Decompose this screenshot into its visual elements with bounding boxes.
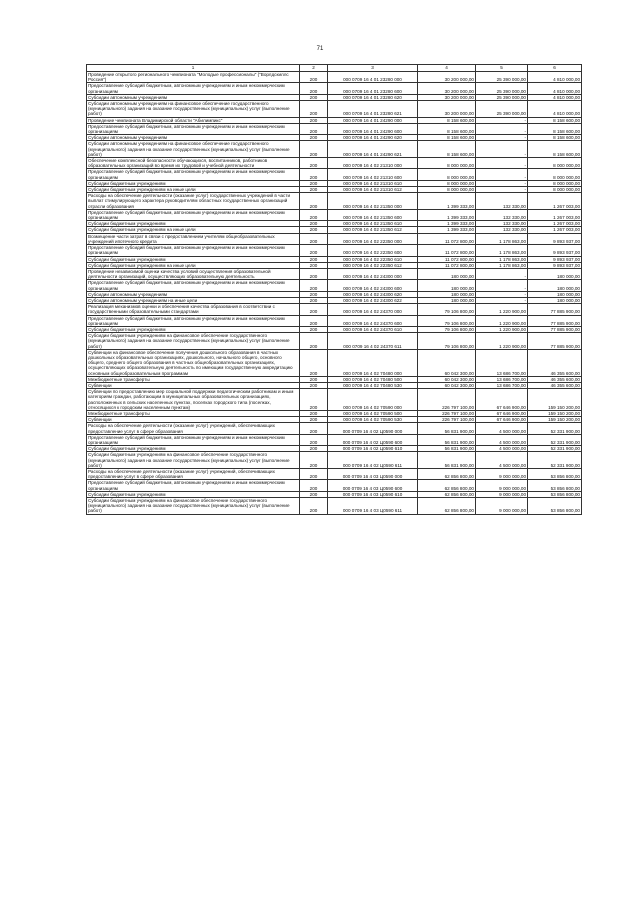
- row-name-cell: Субсидии бюджетным учреждениям: [87, 326, 300, 332]
- row-classification-cell: 000 0709 16 4 03 Ц0590 000: [328, 469, 418, 480]
- row-amount-cell: 62 856 800,00: [418, 469, 476, 480]
- row-classification-cell: 000 0709 16 4 01 23280 621: [328, 101, 418, 118]
- row-classification-cell: 000 0709 16 4 02 22350 612: [328, 262, 418, 268]
- row-classification-cell: 000 0709 16 4 02 70590 500: [328, 410, 418, 416]
- table-row: [87, 280, 582, 291]
- row-code-cell: 200: [300, 382, 328, 388]
- row-classification-cell: 000 0709 16 4 02 70480 500: [328, 376, 418, 382]
- row-classification-cell: 000 0709 16 4 02 24370 611: [328, 333, 418, 350]
- row-total-cell: 4 810 000,00: [528, 83, 582, 94]
- row-change-cell: 4 500 000,00: [476, 446, 528, 452]
- row-name-cell: Субсидии бюджетным учреждениям на финансовое обеспечение государственного (муниципального) задания на оказание государственных (муниципальных) услуг (выполнение работ): [87, 333, 300, 350]
- row-classification-cell: 000 0709 16 4 01 24290 600: [328, 123, 418, 134]
- row-total-cell: 52 331 900,00: [528, 446, 582, 452]
- row-amount-cell: 30 200 000,00: [418, 72, 476, 83]
- table-row: [87, 469, 582, 480]
- row-name-cell: Возмещение части затрат в связи с предоставлением учителям общеобразовательных учреждений ипотечного кредита: [87, 233, 300, 244]
- row-classification-cell: 000 0709 16 4 01 24290 620: [328, 135, 418, 141]
- row-amount-cell: 1 399 333,00: [418, 209, 476, 220]
- row-classification-cell: 000 0709 16 4 02 22350 610: [328, 256, 418, 262]
- row-name-cell: Субсидии бюджетным учреждениям: [87, 221, 300, 227]
- row-name-cell: Субсидии автономным учреждениям на финансовое обеспечение государственного (муниципального) задания на оказание государственных (муниципальных) услуг (выполнение работ): [87, 141, 300, 158]
- column-header: 1: [87, 65, 300, 72]
- row-amount-cell: 79 106 800,00: [418, 326, 476, 332]
- column-header: 6: [528, 65, 582, 72]
- row-total-cell: 1 267 003,00: [528, 221, 582, 227]
- row-classification-cell: 000 0709 16 4 02 70480 000: [328, 349, 418, 376]
- column-header: 2: [300, 65, 328, 72]
- row-change-cell: 9 000 000,00: [476, 469, 528, 480]
- row-name-cell: Субвенции: [87, 417, 300, 423]
- row-total-cell: 8 158 600,00: [528, 141, 582, 158]
- row-amount-cell: 8 158 600,00: [418, 117, 476, 123]
- row-amount-cell: 8 000 000,00: [418, 158, 476, 169]
- row-code-cell: 200: [300, 423, 328, 434]
- row-amount-cell: 11 072 800,00: [418, 256, 476, 262]
- row-total-cell: 159 150 200,00: [528, 417, 582, 423]
- row-amount-cell: 11 072 800,00: [418, 245, 476, 256]
- row-total-cell: 53 856 800,00: [528, 480, 582, 491]
- row-total-cell: 4 810 000,00: [528, 72, 582, 83]
- row-total-cell: 52 331 900,00: [528, 434, 582, 445]
- row-classification-cell: 000 0709 16 4 02 24300 622: [328, 297, 418, 303]
- row-code-cell: 200: [300, 333, 328, 350]
- row-code-cell: 200: [300, 83, 328, 94]
- row-code-cell: 200: [300, 135, 328, 141]
- row-total-cell: 4 810 000,00: [528, 94, 582, 100]
- row-classification-cell: 000 0709 16 4 02 21350 612: [328, 227, 418, 233]
- row-total-cell: 159 150 200,00: [528, 410, 582, 416]
- row-code-cell: 200: [300, 446, 328, 452]
- row-change-cell: 13 686 700,00: [476, 382, 528, 388]
- row-name-cell: Субсидии автономным учреждениям на финансовое обеспечение государственного (муниципального) задания на оказание государственных (муниципальных) услуг (выполнение работ): [87, 101, 300, 118]
- row-classification-cell: 000 0709 16 4 02 Ц0590 000: [328, 423, 418, 434]
- row-amount-cell: 226 797 100,00: [418, 417, 476, 423]
- row-change-cell: 1 220 900,00: [476, 315, 528, 326]
- row-name-cell: Субсидии автономным учреждениям: [87, 94, 300, 100]
- row-code-cell: 200: [300, 434, 328, 445]
- row-total-cell: 8 000 000,00: [528, 158, 582, 169]
- row-change-cell: 25 390 000,00: [476, 94, 528, 100]
- row-total-cell: 77 885 900,00: [528, 333, 582, 350]
- row-code-cell: 200: [300, 245, 328, 256]
- row-total-cell: 53 856 800,00: [528, 469, 582, 480]
- row-code-cell: 200: [300, 117, 328, 123]
- row-total-cell: 8 000 000,00: [528, 187, 582, 193]
- row-total-cell: 9 893 937,00: [528, 262, 582, 268]
- row-total-cell: 8 000 000,00: [528, 180, 582, 186]
- row-total-cell: 159 150 200,00: [528, 389, 582, 411]
- row-code-cell: 200: [300, 315, 328, 326]
- row-total-cell: 52 331 900,00: [528, 423, 582, 434]
- row-amount-cell: 180 000,00: [418, 280, 476, 291]
- row-code-cell: 200: [300, 94, 328, 100]
- row-classification-cell: 000 0709 16 4 02 21310 610: [328, 180, 418, 186]
- row-total-cell: 9 893 937,00: [528, 245, 582, 256]
- row-total-cell: 4 810 000,00: [528, 101, 582, 118]
- row-name-cell: Субсидии бюджетным учреждениям на иные цели: [87, 187, 300, 193]
- row-code-cell: 200: [300, 491, 328, 497]
- page-number: 71: [316, 46, 324, 52]
- row-classification-cell: 000 0709 16 4 02 24300 000: [328, 268, 418, 279]
- row-amount-cell: 226 797 100,00: [418, 389, 476, 411]
- row-change-cell: -: [476, 280, 528, 291]
- row-amount-cell: 180 000,00: [418, 291, 476, 297]
- table-row: [87, 268, 582, 279]
- row-name-cell: Субсидии бюджетным учреждениям: [87, 256, 300, 262]
- row-classification-cell: 000 0709 16 4 02 22350 600: [328, 245, 418, 256]
- row-name-cell: Межбюджетные трансферты: [87, 410, 300, 416]
- row-change-cell: 25 390 000,00: [476, 83, 528, 94]
- row-name-cell: Субвенции на финансовое обеспечение получения дошкольного образования в частных дошкольных образовательных организациях, дошкольного, начального общего, основного общего, среднего общего образования в частных общеобразовательных организациях, осуществляющих образовательную деятельность по имеющим государственную аккредитацию основным общеобразовательным программам: [87, 349, 300, 376]
- row-total-cell: 77 885 900,00: [528, 315, 582, 326]
- table-row: [87, 349, 582, 376]
- table-row: [87, 123, 582, 134]
- row-total-cell: 46 355 600,00: [528, 382, 582, 388]
- row-total-cell: 9 893 937,00: [528, 256, 582, 262]
- row-code-cell: 200: [300, 280, 328, 291]
- row-classification-cell: 000 0709 16 4 01 24290 000: [328, 117, 418, 123]
- row-classification-cell: 000 0709 16 4 03 Ц0590 611: [328, 498, 418, 515]
- row-name-cell: Субсидии автономным учреждениям: [87, 135, 300, 141]
- row-classification-cell: 000 0709 16 4 02 21350 610: [328, 221, 418, 227]
- row-total-cell: 180 000,00: [528, 268, 582, 279]
- row-classification-cell: 000 0709 16 4 02 21310 612: [328, 187, 418, 193]
- row-code-cell: 200: [300, 233, 328, 244]
- row-classification-cell: 000 0709 16 4 01 23280 600: [328, 83, 418, 94]
- row-amount-cell: 62 856 800,00: [418, 498, 476, 515]
- row-change-cell: 1 178 863,00: [476, 245, 528, 256]
- row-total-cell: 8 158 600,00: [528, 135, 582, 141]
- row-total-cell: 77 885 900,00: [528, 304, 582, 315]
- row-change-cell: 4 500 000,00: [476, 434, 528, 445]
- row-classification-cell: 000 0709 16 4 02 24370 610: [328, 326, 418, 332]
- row-classification-cell: 000 0709 16 4 02 Ц0590 611: [328, 452, 418, 469]
- row-change-cell: 13 686 700,00: [476, 349, 528, 376]
- row-amount-cell: 30 200 000,00: [418, 94, 476, 100]
- row-code-cell: 200: [300, 480, 328, 491]
- row-code-cell: 200: [300, 180, 328, 186]
- row-total-cell: 1 267 003,00: [528, 209, 582, 220]
- row-classification-cell: 000 0709 16 4 02 Ц0590 610: [328, 446, 418, 452]
- row-change-cell: -: [476, 123, 528, 134]
- row-change-cell: -: [476, 268, 528, 279]
- row-amount-cell: 79 106 800,00: [418, 333, 476, 350]
- row-name-cell: Предоставление субсидий бюджетным, автономным учреждениям и иным некоммерческим организациям: [87, 123, 300, 134]
- row-name-cell: Расходы на обеспечение деятельности (оказание услуг) учреждений, обеспечивающих предоставление услуг в сфере образования: [87, 469, 300, 480]
- row-change-cell: 132 330,00: [476, 221, 528, 227]
- row-code-cell: 200: [300, 141, 328, 158]
- row-total-cell: 77 885 900,00: [528, 326, 582, 332]
- row-amount-cell: 1 399 333,00: [418, 227, 476, 233]
- row-change-cell: -: [476, 141, 528, 158]
- row-classification-cell: 000 0709 16 4 01 23280 620: [328, 94, 418, 100]
- row-name-cell: Межбюджетные трансферты: [87, 376, 300, 382]
- row-amount-cell: 226 797 100,00: [418, 410, 476, 416]
- row-amount-cell: 56 831 900,00: [418, 446, 476, 452]
- row-amount-cell: 8 000 000,00: [418, 187, 476, 193]
- row-classification-cell: 000 0709 16 4 02 21310 000: [328, 158, 418, 169]
- table-row: [87, 158, 582, 169]
- row-code-cell: 200: [300, 326, 328, 332]
- row-change-cell: -: [476, 297, 528, 303]
- row-name-cell: Предоставление субсидий бюджетным, автономным учреждениям и иным некоммерческим организациям: [87, 83, 300, 94]
- row-classification-cell: 000 0709 16 4 03 Ц0590 600: [328, 480, 418, 491]
- row-name-cell: Субсидии бюджетным учреждениям на иные цели: [87, 227, 300, 233]
- row-classification-cell: 000 0709 16 4 02 Ц0590 600: [328, 434, 418, 445]
- row-name-cell: Расходы на обеспечение деятельности (оказание услуг) учреждений, обеспечивающих предоставление услуг в сфере образования: [87, 423, 300, 434]
- row-code-cell: 200: [300, 101, 328, 118]
- table-row: [87, 304, 582, 315]
- row-name-cell: Расходы на обеспечение деятельности (оказание услуг) государственных учреждений в части выплат стимулирующего характера руководителям областных государственных организаций отрасли образования: [87, 193, 300, 210]
- row-classification-cell: 000 0709 16 4 02 21350 600: [328, 209, 418, 220]
- row-total-cell: 1 267 003,00: [528, 227, 582, 233]
- row-change-cell: 4 500 000,00: [476, 452, 528, 469]
- row-amount-cell: 180 000,00: [418, 297, 476, 303]
- row-classification-cell: 000 0709 16 4 02 21350 000: [328, 193, 418, 210]
- row-change-cell: 67 646 900,00: [476, 389, 528, 411]
- row-change-cell: -: [476, 158, 528, 169]
- row-total-cell: 180 000,00: [528, 291, 582, 297]
- row-change-cell: 1 220 900,00: [476, 326, 528, 332]
- row-code-cell: 200: [300, 304, 328, 315]
- row-amount-cell: 8 000 000,00: [418, 180, 476, 186]
- row-classification-cell: 000 0709 16 4 03 Ц0590 610: [328, 491, 418, 497]
- table-row: [87, 434, 582, 445]
- row-amount-cell: 62 856 800,00: [418, 480, 476, 491]
- row-name-cell: Реализация механизмов оценки и обеспечения качества образования в соответствии с государственными образовательными стандартами: [87, 304, 300, 315]
- row-amount-cell: 56 831 900,00: [418, 423, 476, 434]
- row-classification-cell: 000 0709 16 4 01 24290 621: [328, 141, 418, 158]
- row-change-cell: -: [476, 187, 528, 193]
- row-classification-cell: 000 0709 16 4 02 70590 000: [328, 389, 418, 411]
- row-amount-cell: 60 042 300,00: [418, 349, 476, 376]
- row-code-cell: 200: [300, 221, 328, 227]
- row-code-cell: 200: [300, 123, 328, 134]
- row-name-cell: Предоставление субсидий бюджетным, автономным учреждениям и иным некоммерческим организациям: [87, 434, 300, 445]
- table-row: [87, 83, 582, 94]
- table-row: [87, 423, 582, 434]
- row-total-cell: 180 000,00: [528, 280, 582, 291]
- row-name-cell: Проведение открытого регионального чемпионата "Молодые профессионалы" ("Ворлдскиллс Россия"): [87, 72, 300, 83]
- row-change-cell: 1 220 900,00: [476, 304, 528, 315]
- row-change-cell: 1 178 863,00: [476, 262, 528, 268]
- row-classification-cell: 000 0709 16 4 02 22350 000: [328, 233, 418, 244]
- row-code-cell: 200: [300, 268, 328, 279]
- row-change-cell: 1 178 863,00: [476, 233, 528, 244]
- row-change-cell: 4 500 000,00: [476, 423, 528, 434]
- table-row: [87, 193, 582, 210]
- row-amount-cell: 11 072 800,00: [418, 233, 476, 244]
- row-total-cell: 53 856 800,00: [528, 491, 582, 497]
- row-amount-cell: 1 399 333,00: [418, 193, 476, 210]
- table-row: [87, 169, 582, 180]
- row-amount-cell: 180 000,00: [418, 268, 476, 279]
- table-row: [87, 72, 582, 83]
- row-code-cell: 200: [300, 349, 328, 376]
- row-amount-cell: 30 200 000,00: [418, 83, 476, 94]
- table-row: [87, 333, 582, 350]
- row-total-cell: 180 000,00: [528, 297, 582, 303]
- row-change-cell: 132 330,00: [476, 193, 528, 210]
- row-amount-cell: 79 106 800,00: [418, 315, 476, 326]
- table-header-row: [87, 65, 582, 72]
- column-header: 5: [476, 65, 528, 72]
- column-header: 3: [328, 65, 418, 72]
- row-code-cell: 200: [300, 417, 328, 423]
- row-name-cell: Предоставление субсидий бюджетным, автономным учреждениям и иным некоммерческим организациям: [87, 245, 300, 256]
- row-amount-cell: 79 106 800,00: [418, 304, 476, 315]
- column-header: 4: [418, 65, 476, 72]
- table-row: [87, 101, 582, 118]
- row-change-cell: -: [476, 180, 528, 186]
- row-code-cell: 200: [300, 72, 328, 83]
- row-classification-cell: 000 0709 16 4 02 21310 600: [328, 169, 418, 180]
- budget-table: [86, 64, 582, 515]
- row-code-cell: 200: [300, 209, 328, 220]
- row-amount-cell: 30 200 000,00: [418, 101, 476, 118]
- row-classification-cell: 000 0709 16 4 02 24370 000: [328, 304, 418, 315]
- row-total-cell: 46 355 600,00: [528, 376, 582, 382]
- row-amount-cell: 60 042 300,00: [418, 376, 476, 382]
- row-change-cell: 67 646 900,00: [476, 410, 528, 416]
- row-amount-cell: 8 158 600,00: [418, 141, 476, 158]
- row-total-cell: 9 893 937,00: [528, 233, 582, 244]
- row-change-cell: -: [476, 135, 528, 141]
- row-change-cell: -: [476, 169, 528, 180]
- row-amount-cell: 11 072 800,00: [418, 262, 476, 268]
- row-classification-cell: 000 0709 16 4 02 70590 530: [328, 417, 418, 423]
- row-code-cell: 200: [300, 498, 328, 515]
- row-code-cell: 200: [300, 227, 328, 233]
- row-amount-cell: 60 042 300,00: [418, 382, 476, 388]
- table-row: [87, 233, 582, 244]
- row-change-cell: -: [476, 117, 528, 123]
- row-total-cell: 8 158 600,00: [528, 117, 582, 123]
- row-name-cell: Субсидии бюджетным учреждениям: [87, 491, 300, 497]
- row-code-cell: 200: [300, 410, 328, 416]
- row-amount-cell: 8 000 000,00: [418, 169, 476, 180]
- table-row: [87, 209, 582, 220]
- row-name-cell: Предоставление субсидий бюджетным, автономным учреждениям и иным некоммерческим организациям: [87, 209, 300, 220]
- row-total-cell: 46 355 600,00: [528, 349, 582, 376]
- row-name-cell: Предоставление субсидий бюджетным, автономным учреждениям и иным некоммерческим организациям: [87, 280, 300, 291]
- row-name-cell: Субсидии бюджетным учреждениям на иные цели: [87, 262, 300, 268]
- row-amount-cell: 1 399 333,00: [418, 221, 476, 227]
- row-total-cell: 8 000 000,00: [528, 169, 582, 180]
- table-row: [87, 245, 582, 256]
- table-row: [87, 315, 582, 326]
- table-row: [87, 389, 582, 411]
- row-amount-cell: 56 831 900,00: [418, 452, 476, 469]
- table-row: [87, 480, 582, 491]
- row-code-cell: 200: [300, 452, 328, 469]
- row-name-cell: Предоставление субсидий бюджетным, автономным учреждениям и иным некоммерческим организациям: [87, 169, 300, 180]
- row-name-cell: Субсидии бюджетным учреждениям: [87, 180, 300, 186]
- row-code-cell: 200: [300, 297, 328, 303]
- row-code-cell: 200: [300, 193, 328, 210]
- row-classification-cell: 000 0709 16 4 02 24300 600: [328, 280, 418, 291]
- row-change-cell: 9 000 000,00: [476, 480, 528, 491]
- row-change-cell: 1 178 863,00: [476, 256, 528, 262]
- row-name-cell: Субвенции: [87, 382, 300, 388]
- row-change-cell: 13 686 700,00: [476, 376, 528, 382]
- row-name-cell: Субсидии бюджетным учреждениям: [87, 446, 300, 452]
- row-name-cell: Проведение независимой оценки качества условий осуществления образовательной деятельности организаций, осуществляющих образовательную деятельность: [87, 268, 300, 279]
- row-code-cell: 200: [300, 376, 328, 382]
- row-amount-cell: 8 158 600,00: [418, 123, 476, 134]
- row-total-cell: 8 158 600,00: [528, 123, 582, 134]
- row-amount-cell: 62 856 800,00: [418, 491, 476, 497]
- row-change-cell: 9 000 000,00: [476, 498, 528, 515]
- row-change-cell: 67 646 900,00: [476, 417, 528, 423]
- row-code-cell: 200: [300, 469, 328, 480]
- row-name-cell: Проведение чемпионата Владимирской области "Абилимпикс": [87, 117, 300, 123]
- row-code-cell: 200: [300, 291, 328, 297]
- table-row: [87, 498, 582, 515]
- row-name-cell: Субсидии автономным учреждениям: [87, 291, 300, 297]
- row-code-cell: 200: [300, 256, 328, 262]
- row-code-cell: 200: [300, 389, 328, 411]
- row-change-cell: 132 330,00: [476, 227, 528, 233]
- row-change-cell: 25 390 000,00: [476, 101, 528, 118]
- row-code-cell: 200: [300, 169, 328, 180]
- row-classification-cell: 000 0709 16 4 01 23280 000: [328, 72, 418, 83]
- row-name-cell: Обеспечение комплексной безопасности обучающихся, воспитанников, работников образовательных организаций во время их трудовой и учебной деятельности: [87, 158, 300, 169]
- row-classification-cell: 000 0709 16 4 02 70480 530: [328, 382, 418, 388]
- table-row: [87, 452, 582, 469]
- row-code-cell: 200: [300, 158, 328, 169]
- row-change-cell: 9 000 000,00: [476, 491, 528, 497]
- row-amount-cell: 56 831 900,00: [418, 434, 476, 445]
- row-name-cell: Предоставление субсидий бюджетным, автономным учреждениям и иным некоммерческим организациям: [87, 315, 300, 326]
- table-row: [87, 141, 582, 158]
- row-code-cell: 200: [300, 262, 328, 268]
- row-amount-cell: 8 158 600,00: [418, 135, 476, 141]
- row-name-cell: Предоставление субсидий бюджетным, автономным учреждениям и иным некоммерческим организациям: [87, 480, 300, 491]
- row-change-cell: 1 220 900,00: [476, 333, 528, 350]
- row-change-cell: 132 330,00: [476, 209, 528, 220]
- row-total-cell: 52 331 900,00: [528, 452, 582, 469]
- row-code-cell: 200: [300, 187, 328, 193]
- row-name-cell: Субсидии бюджетным учреждениям на финансовое обеспечение государственного (муниципального) задания на оказание государственных (муниципальных) услуг (выполнение работ): [87, 452, 300, 469]
- row-total-cell: 53 856 800,00: [528, 498, 582, 515]
- row-name-cell: Субсидии автономным учреждениям на иные цели: [87, 297, 300, 303]
- row-name-cell: Субвенции по предоставлению мер социальной поддержки педагогическим работникам и иным категориям граждан, работающим в муниципальных образовательных организациях, расположенных в сельских населенных пунктах, поселках городского типа (поселках, относящихся к городским населенным пунктам): [87, 389, 300, 411]
- row-change-cell: 25 390 000,00: [476, 72, 528, 83]
- row-name-cell: Субсидии бюджетным учреждениям на финансовое обеспечение государственного (муниципального) задания на оказание государственных (муниципальных) услуг (выполнение работ): [87, 498, 300, 515]
- row-classification-cell: 000 0709 16 4 02 24370 600: [328, 315, 418, 326]
- row-total-cell: 1 267 003,00: [528, 193, 582, 210]
- row-change-cell: -: [476, 291, 528, 297]
- row-classification-cell: 000 0709 16 4 02 24300 620: [328, 291, 418, 297]
